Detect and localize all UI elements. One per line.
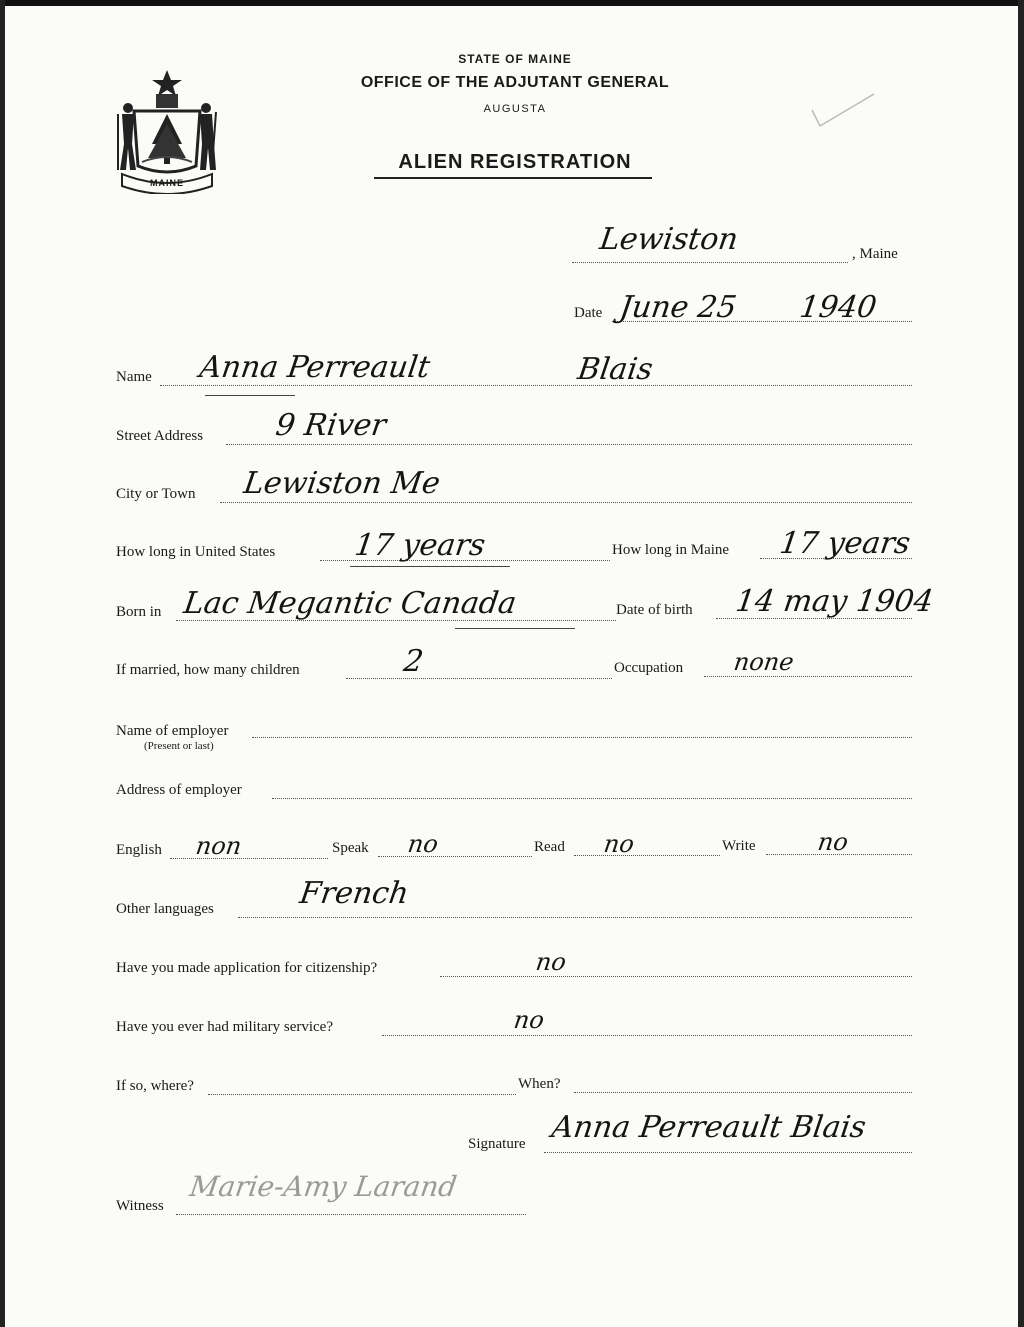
- dob-label: Date of birth: [616, 602, 693, 618]
- employer-address-line: [272, 798, 912, 799]
- signature-line: [544, 1152, 912, 1153]
- occupation-label: Occupation: [614, 660, 684, 676]
- born-in-underline: [455, 628, 575, 629]
- name-family-value: Blais: [575, 352, 655, 387]
- header-office: OFFICE OF THE ADJUTANT GENERAL: [360, 74, 670, 91]
- seal-banner-text: MAINE: [150, 178, 184, 188]
- place-value: Lewiston: [597, 222, 741, 257]
- street-value: 9 River: [273, 408, 389, 443]
- witness-value: Marie-Amy Larand: [187, 1170, 459, 1203]
- when-line: [574, 1092, 912, 1093]
- scan-border-right: [1018, 0, 1024, 1327]
- title-underline: [374, 177, 652, 179]
- scan-border-top: [0, 0, 1024, 6]
- english-label: English: [116, 842, 162, 858]
- employer-sublabel: (Present or last): [144, 740, 214, 752]
- date-month-day-value: June 25: [617, 290, 739, 325]
- speak-label: Speak: [332, 840, 369, 856]
- name-line: [160, 385, 912, 386]
- read-label: Read: [534, 839, 565, 855]
- check-mark-icon: [808, 90, 878, 130]
- city-label: City or Town: [116, 486, 196, 502]
- speak-line: [378, 856, 532, 857]
- date-year-value: 1940: [797, 290, 879, 325]
- employer-label: Name of employer: [116, 723, 229, 739]
- how-long-us-label: How long in United States: [116, 544, 276, 560]
- where-label: If so, where?: [116, 1078, 194, 1094]
- dob-value: 14 may 1904: [733, 584, 936, 619]
- witness-line: [176, 1214, 526, 1215]
- where-line: [208, 1094, 516, 1095]
- write-label: Write: [722, 838, 756, 854]
- how-long-maine-label: How long in Maine: [612, 542, 730, 558]
- occupation-line: [704, 676, 912, 677]
- name-label: Name: [116, 369, 152, 385]
- how-long-us-underline: [350, 566, 510, 567]
- when-label: When?: [518, 1076, 561, 1092]
- born-in-label: Born in: [116, 604, 162, 620]
- date-label: Date: [574, 305, 603, 321]
- citizenship-line: [440, 976, 912, 977]
- military-label: Have you ever had military service?: [116, 1019, 333, 1035]
- children-line: [346, 678, 612, 679]
- signature-value: Anna Perreault Blais: [549, 1110, 869, 1145]
- other-languages-label: Other languages: [116, 901, 214, 917]
- citizenship-value: no: [534, 948, 568, 976]
- read-line: [574, 855, 720, 856]
- write-value: no: [816, 828, 850, 856]
- employer-line: [252, 737, 912, 738]
- born-in-value: Lac Megantic Canada: [181, 586, 519, 621]
- children-value: 2: [401, 644, 426, 679]
- other-languages-line: [238, 917, 912, 918]
- header-state: STATE OF MAINE: [458, 52, 572, 66]
- english-value: non: [194, 832, 244, 860]
- place-line: [572, 262, 848, 263]
- street-label: Street Address: [116, 428, 204, 444]
- read-value: no: [602, 830, 636, 858]
- employer-address-label: Address of employer: [116, 782, 242, 798]
- children-label: If married, how many children: [116, 662, 300, 678]
- other-languages-value: French: [297, 876, 411, 911]
- how-long-us-value: 17 years: [352, 528, 488, 563]
- header-city: AUGUSTA: [483, 103, 547, 115]
- name-underline: [205, 395, 295, 396]
- witness-label: Witness: [116, 1198, 164, 1214]
- street-line: [226, 444, 912, 445]
- city-line: [220, 502, 912, 503]
- military-line: [382, 1035, 912, 1036]
- name-given-value: Anna Perreault: [197, 350, 433, 385]
- how-long-maine-value: 17 years: [777, 526, 913, 561]
- speak-value: no: [406, 830, 440, 858]
- signature-label: Signature: [468, 1136, 526, 1152]
- occupation-value: none: [732, 648, 796, 676]
- place-suffix: , Maine: [852, 246, 898, 262]
- citizenship-label: Have you made application for citizenship?: [116, 960, 378, 976]
- city-value: Lewiston Me: [241, 466, 443, 501]
- form-title: ALIEN REGISTRATION: [398, 151, 632, 173]
- maine-state-seal-icon: [112, 66, 222, 194]
- scan-border-left: [0, 0, 5, 1327]
- military-value: no: [512, 1006, 546, 1034]
